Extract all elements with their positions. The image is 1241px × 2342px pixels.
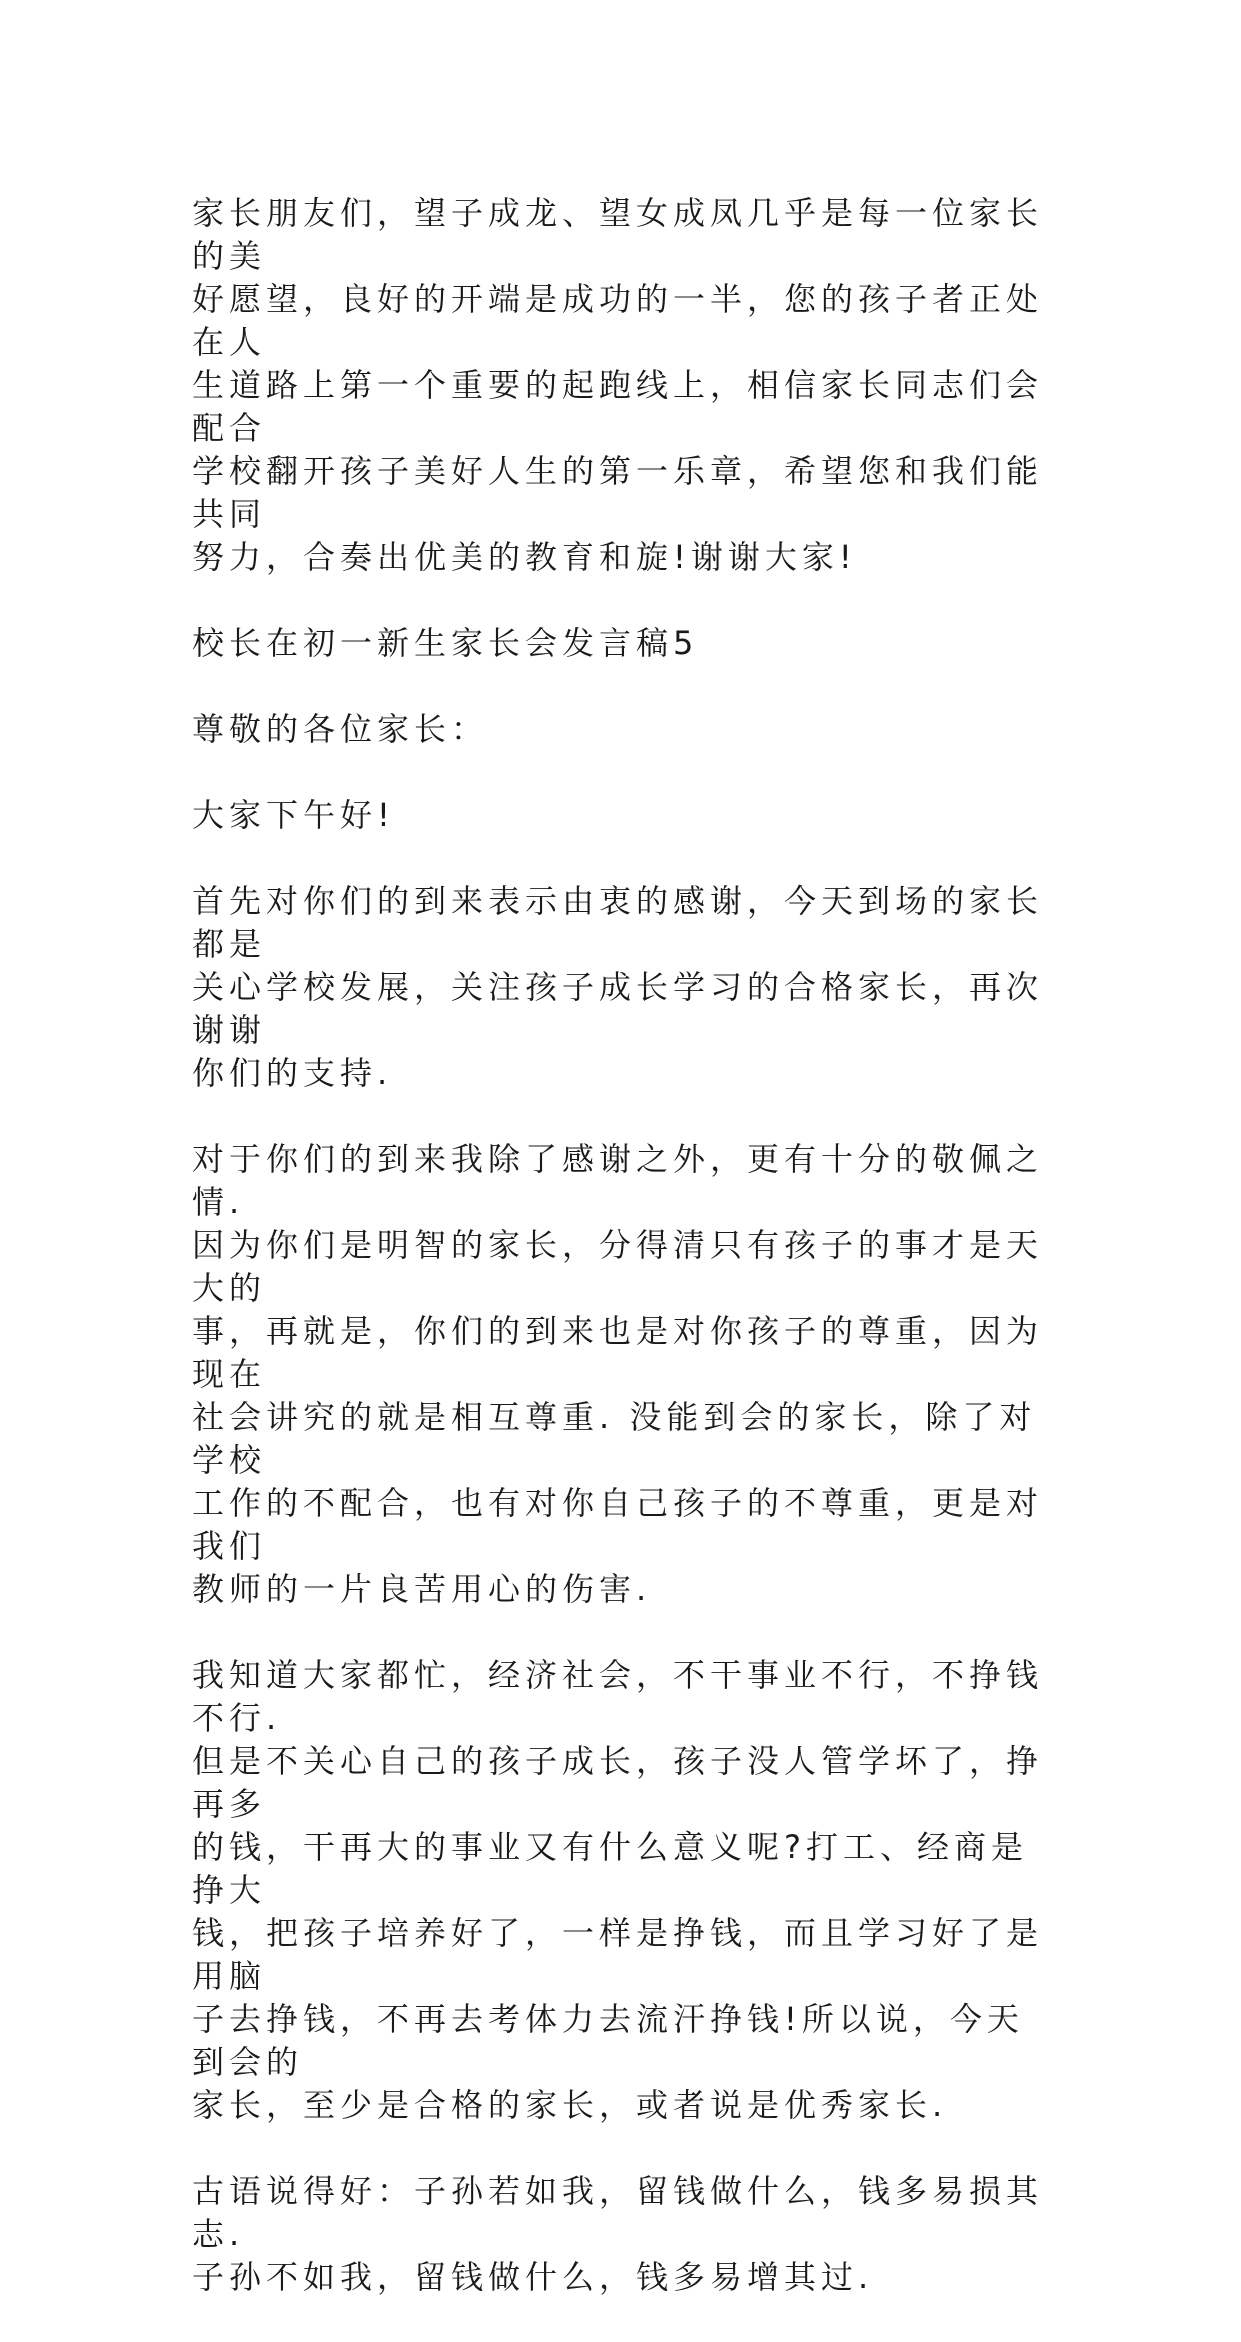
paragraph-closing-remarks: 家长朋友们，望子成龙、望女成凤几乎是每一位家长的美 好愿望，良好的开端是成功的一半，您的孩子者正处在人 生道路上第一个重要的起跑线上，相信家长同志们会配合 学校翻开孩子美好人生的第一乐章，希望您和我们能共同 努力，合奏出优美的教育和旋!谢谢大家!: [192, 194, 1044, 576]
paragraph-busy-parents: 我知道大家都忙，经济社会，不干事业不行，不挣钱不行. 但是不关心自己的孩子成长，孩子没人管学坏了，挣再多 的钱，干再大的事业又有什么意义呢?打工、经商是挣大 钱，把孩子培养好了，一样是挣钱，而且学习好了是用脑 子去挣钱，不再去考体力去流汗挣钱!所以说，今天到会的 家长，至少是合格的家长，或者说是优秀家长.: [192, 1656, 1044, 2124]
paragraph-respect: 对于你们的到来我除了感谢之外，更有十分的敬佩之情. 因为你们是明智的家长，分得清只有孩子的事才是天大的 事，再就是，你们的到来也是对你孩子的尊重，因为现在 社会讲究的就是相互尊重. 没能到会的家长，除了对学校 工作的不配合，也有对你自己孩子的不尊重，更是对我们 教师的一片良苦用心的伤害.: [192, 1140, 1044, 1608]
greeting: 大家下午好!: [192, 796, 395, 834]
document-body: [192, 192, 1052, 2342]
paragraph-proverb: 古语说得好：子孙若如我，留钱做什么，钱多易损其志. 子孙不如我，留钱做什么，钱多易增其过.: [192, 2172, 1044, 2296]
salutation: 尊敬的各位家长：: [192, 710, 489, 748]
section-title: 校长在初一新生家长会发言稿5: [192, 624, 699, 662]
paragraph-thanks: 首先对你们的到来表示由衷的感谢，今天到场的家长都是 关心学校发展，关注孩子成长学习的合格家长，再次谢谢 你们的支持.: [192, 882, 1044, 1092]
